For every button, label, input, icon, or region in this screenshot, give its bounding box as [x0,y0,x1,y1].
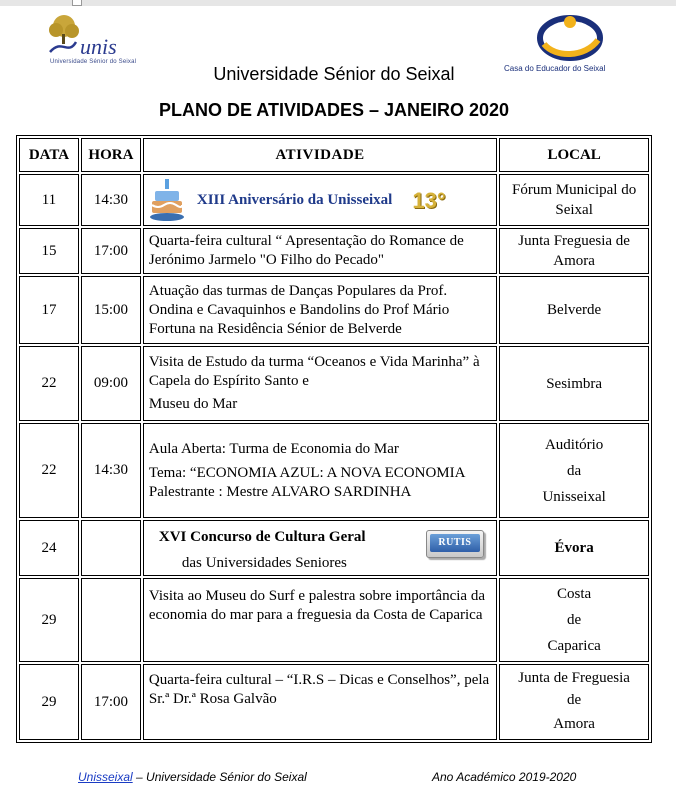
col-header-atividade: ATIVIDADE [143,138,497,172]
cell-data: 17 [19,276,79,344]
activity-line: Palestrante : Mestre ALVARO SARDINHA [148,483,412,500]
cell-activity [143,346,497,421]
table-row [19,423,649,518]
local-line: Unisseixal [542,488,606,505]
top-ruler-bar [0,0,676,6]
cell-data: 29 [19,664,79,740]
activity-line: Tema: “ECONOMIA AZUL: A NOVA ECONOMIA [148,464,466,481]
cell-data: 24 [19,520,79,576]
local-line: da [567,462,582,479]
cell-data: 22 [19,346,79,421]
table-row [19,520,649,576]
logo-subtitle: Universidade Sénior do Seixal [50,59,137,65]
rutis-label: RUTIS [430,534,480,552]
local-line: Junta de Freguesia [518,670,630,686]
anniversary-title: XIII Aniversário da Unisseixal [196,191,393,208]
ruler-marker [72,0,82,6]
cell-data: 11 [19,174,79,226]
cell-hora: 17:00 [81,228,141,274]
cell-activity: Atuação das turmas de Danças Populares da Prof. Ondina e Cavaquinhos e Bandolins do Prof Mário Fortuna na Residência Sénior de Belverde [143,276,497,344]
cell-local [499,578,649,662]
unisseixal-logo [42,12,152,72]
footer-left [78,770,307,784]
table-row [19,664,649,740]
cell-activity [143,520,497,576]
cell-hora: 14:30 [81,174,141,226]
activity-line: Museu do Mar [148,396,238,412]
page-title: PLANO DE ATIVIDADES – JANEIRO 2020 [158,100,510,120]
table-row [19,228,649,274]
cell-local [499,423,649,518]
footer-left-text: – Universidade Sénior do Seixal [132,770,307,784]
table-row [19,346,649,421]
local-line: Caparica [547,638,601,654]
cell-activity: Visita ao Museu do Surf e palestra sobre importância da economia do mar para a freguesia da Costa de Caparica [143,578,497,662]
local-line: Amora [553,716,595,732]
birthday-cake-icon [149,177,185,223]
cell-local: Sesimbra [499,346,649,421]
cell-hora [81,520,141,576]
cell-data: 15 [19,228,79,274]
logo-caption: Casa do Educador do Seixal [504,64,606,73]
cell-hora: 15:00 [81,276,141,344]
cell-hora: 09:00 [81,346,141,421]
concurso-subtitle: das Universidades Seniores [181,555,347,571]
table-row [19,276,649,344]
cell-local: Belverde [499,276,649,344]
local-line: de [567,692,582,708]
activities-table [16,135,652,743]
activity-line: Aula Aberta: Turma de Economia do Mar [148,440,399,457]
rutis-logo [426,530,484,558]
col-header-hora: HORA [81,138,141,172]
activity-line: Visita de Estudo da turma “Oceanos e Vida Marinha” à Capela do Espírito Santo e [148,354,480,389]
local-line: Costa [557,586,592,602]
cell-activity: Quarta-feira cultural “ Apresentação do Romance de Jerónimo Jarmelo "O Filho do Pecado" [143,228,497,274]
local-line: de [567,612,582,628]
academic-year: Ano Académico 2019-2020 [432,770,577,784]
cell-activity [143,174,497,226]
cell-data: 22 [19,423,79,518]
cell-hora: 17:00 [81,664,141,740]
col-header-local: LOCAL [499,138,649,172]
concurso-title: XVI Concurso de Cultura Geral [158,529,366,545]
table-row [19,578,649,662]
cell-local: Évora [499,520,649,576]
cell-local [499,664,649,740]
cell-data: 29 [19,578,79,662]
university-name: Universidade Sénior do Seixal [213,64,455,84]
table-header-row [19,138,649,172]
col-header-data: DATA [19,138,79,172]
cell-hora [81,578,141,662]
cell-local: Fórum Municipal do Seixal [499,174,649,226]
unisseixal-link[interactable]: Unisseixal [78,770,133,784]
cell-hora: 14:30 [81,423,141,518]
cell-activity [143,423,497,518]
local-line: Auditório [544,436,604,453]
cell-activity: Quarta-feira cultural – “I.R.S – Dicas e Conselhos”, pela Sr.ª Dr.ª Rosa Galvão [143,664,497,740]
thirteenth-badge: 13° [412,187,446,213]
cell-local: Junta Freguesia de Amora [499,228,649,274]
table-row [19,174,649,226]
svg-text:unis: unis [80,34,117,59]
